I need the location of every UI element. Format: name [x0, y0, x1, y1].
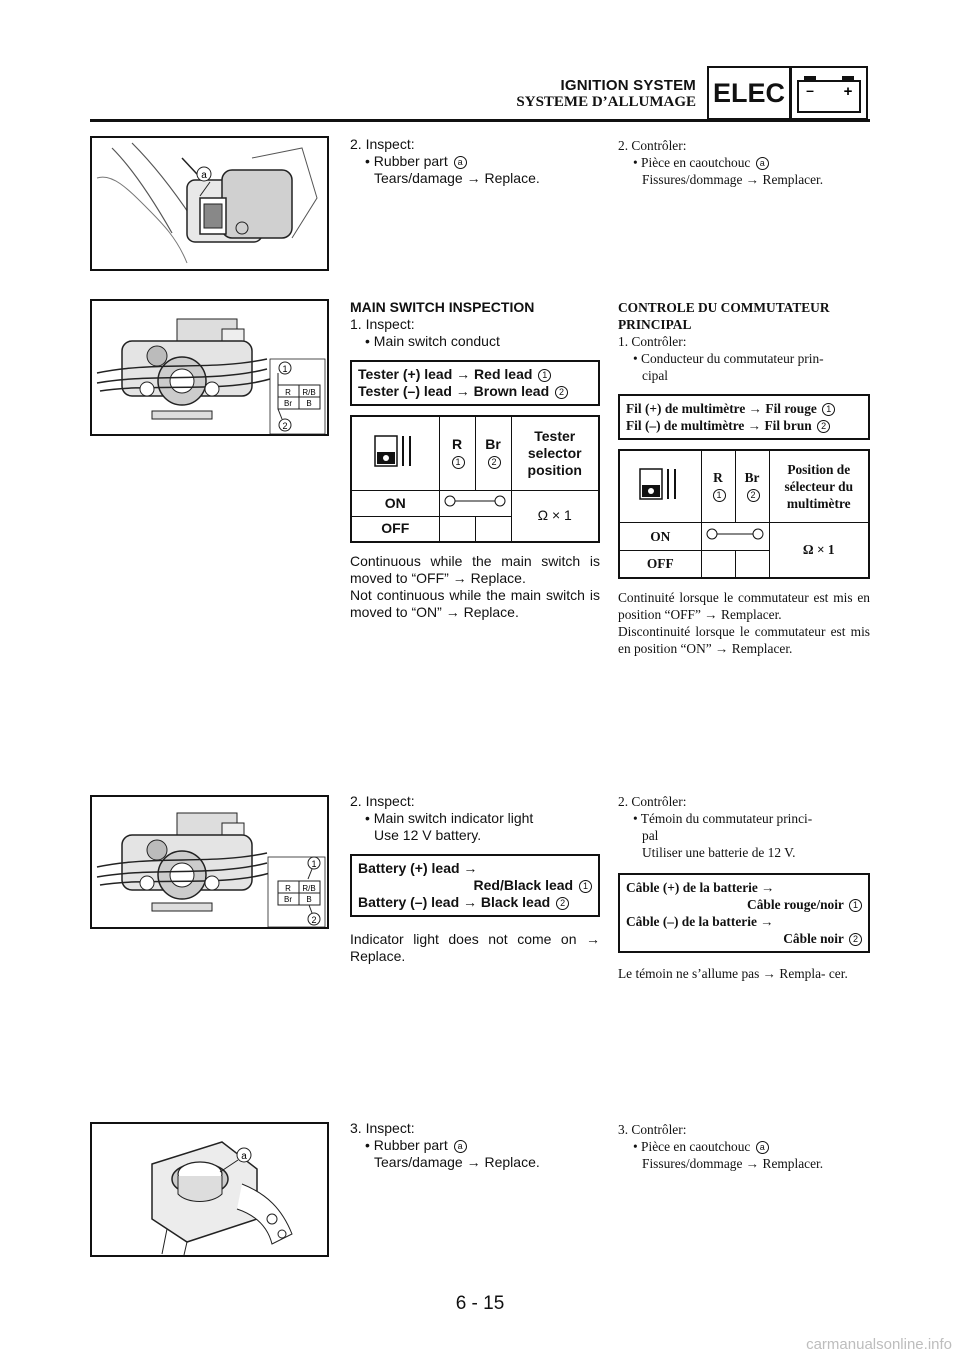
sec3-fr-b1b: [626, 896, 862, 913]
sec2-en-row-on-connection: [439, 490, 511, 516]
sec2-fr-heading1: CONTROLE DU COMMUTATEUR: [618, 300, 830, 315]
sec3-fr: [618, 793, 870, 982]
sec1-en-item: • Rubber part a: [350, 153, 600, 170]
sec2-en-row-off-r: [439, 516, 475, 542]
sec3-en-b1-ref: 1: [579, 880, 592, 893]
sec4-fr-item: • Pièce en caoutchouc a: [618, 1138, 870, 1155]
sec2-fr-lead2-text: Fil (–) de multimètre → Fil brun: [626, 418, 812, 433]
sec1-fr-item-text: Pièce en caoutchouc: [641, 155, 751, 170]
sec2-en-row-on: ON: [351, 490, 439, 516]
sec2-fr-row-off-br: [735, 550, 769, 578]
sec2-fr-continuity-table: [618, 449, 870, 579]
sec3-fr-battery-box: [618, 873, 870, 953]
sec2-fr-heading2: PRINCIPAL: [618, 317, 692, 332]
sec3-en-item: • Main switch indicator light: [365, 810, 534, 826]
sec2-en-col-position-l3: position: [527, 461, 582, 478]
sec3-en-sub: Use 12 V battery.: [374, 827, 482, 843]
sec4-en-item-text: Rubber part: [373, 1137, 448, 1153]
figure3-callout-2: 2: [311, 915, 317, 925]
sec4-fr-item-text: Pièce en caoutchouc: [641, 1139, 751, 1154]
figure2-terminal-rb: R/B: [302, 388, 316, 397]
sec2-fr-col-br: [735, 450, 769, 522]
sec2-fr-step: 1. Contrôler:: [618, 334, 687, 349]
sec2-en-tester-icon: [351, 416, 439, 490]
figure4-label-a: a: [241, 1151, 247, 1162]
sec2-fr-col-r-label: R: [713, 470, 723, 486]
sec2-en-col-r-label: R: [451, 436, 463, 453]
sec2-en-col-r-ref: 1: [452, 456, 465, 469]
sec2-en-note2: Not continuous while the main switch is moved to “ON” → Replace.: [350, 587, 600, 620]
sec2-en-lead2-ref: 2: [555, 386, 568, 399]
sec2-en-note1: Continuous while the main switch is moved to “OFF” → Replace.: [350, 553, 600, 586]
figure1-label-a: a: [201, 170, 207, 181]
elec-section-badge: ELEC: [707, 66, 791, 120]
sec4-fr: [618, 1121, 870, 1172]
sec3-fr-item-cont: pal: [642, 828, 659, 843]
sec2-en-col-position-l2: selector: [527, 444, 582, 461]
watermark: carmanualsonline.info: [806, 1336, 952, 1353]
sec3-en-item-text: Main switch indicator light: [373, 810, 534, 826]
sec2-en-lead-box: [350, 360, 600, 406]
figure2-terminal-br: Br: [284, 399, 292, 408]
sec3-en-battery-box: [350, 854, 600, 917]
sec3-en: [350, 793, 600, 965]
sec3-en-b2-ref: 2: [556, 897, 569, 910]
figure-rubber-cap: [90, 1122, 329, 1257]
figure-rubber-part-switch: [90, 136, 329, 271]
sec2-en-row-off: OFF: [351, 516, 439, 542]
sec4-en-result: Tears/damage → Replace.: [374, 1154, 540, 1170]
sec3-en-b2-text: Battery (–) lead → Black lead: [358, 894, 551, 910]
figure-main-switch-conduct: [90, 299, 329, 436]
sec3-en-note: Indicator light does not come on → Replace.: [350, 931, 600, 964]
sec3-fr-b1b-text: Câble rouge/noir: [747, 897, 844, 912]
sec2-fr-tester-icon: [619, 450, 701, 522]
sec2-en-item: • Main switch conduct: [365, 333, 500, 349]
sec3-fr-item: • Témoin du commutateur princi-: [633, 811, 813, 826]
sec2-fr-lead1-text: Fil (+) de multimètre → Fil rouge: [626, 401, 817, 416]
sec4-en-item-ref: a: [454, 1140, 467, 1153]
sec2-en-lead1: [358, 366, 592, 383]
sec2-en-col-position-l1: Tester: [534, 427, 576, 444]
sec4-en-step: 3. Inspect:: [350, 1120, 415, 1136]
sec2-fr-lead1-ref: 1: [822, 403, 835, 416]
sec2-en-col-br: [475, 416, 511, 490]
figure3-terminal-br: Br: [284, 895, 292, 904]
sec2-fr-row-off: OFF: [619, 550, 701, 578]
sec4-fr-step: 3. Contrôler:: [618, 1122, 687, 1137]
sec2-en-col-br-label: Br: [485, 436, 501, 453]
figure3-callout-1: 1: [311, 859, 317, 869]
sec2-en-col-r: [439, 416, 475, 490]
sec2-fr-col-br-ref: 2: [747, 489, 760, 502]
figure2-terminal-b: B: [306, 399, 312, 408]
battery-plus-sign: +: [843, 83, 853, 100]
header-title-en: IGNITION SYSTEM: [560, 77, 696, 94]
sec3-en-b1b: [358, 877, 592, 894]
figure3-terminal-r: R: [285, 884, 291, 893]
sec3-en-b1: Battery (+) lead →: [358, 860, 478, 876]
sec2-en-item-text: Main switch conduct: [373, 333, 500, 349]
sec2-en-heading: MAIN SWITCH INSPECTION: [350, 299, 535, 315]
sec1-en-step: 2. Inspect:: [350, 136, 415, 152]
sec3-fr-b1: Câble (+) de la batterie →: [626, 880, 775, 895]
sec2-en-lead1-ref: 1: [538, 369, 551, 382]
sec2-fr-item-text: Conducteur du commutateur prin-: [641, 351, 824, 366]
sec1-fr-result: Fissures/dommage → Remplacer.: [642, 172, 824, 187]
sec2-fr-row-on-connection: [701, 522, 769, 550]
sec2-en-col-br-ref: 2: [488, 456, 501, 469]
sec2-fr-row-on: ON: [619, 522, 701, 550]
figure3-terminal-rb: R/B: [302, 884, 316, 893]
sec2-en-lead2: [358, 383, 592, 400]
sec2-fr: [618, 299, 870, 657]
sec2-fr-lead2-ref: 2: [817, 420, 830, 433]
sec3-fr-item-text: Témoin du commutateur princi-: [640, 811, 813, 826]
sec2-fr-col-r: [701, 450, 735, 522]
sec2-fr-col-position-l2: sélecteur du: [784, 478, 854, 494]
sec2-en: [350, 299, 600, 621]
figure3-terminal-b: B: [306, 895, 312, 904]
battery-icon: [790, 66, 868, 120]
figure2-callout-2: 2: [282, 421, 288, 431]
sec2-fr-item: • Conducteur du commutateur prin-: [633, 351, 824, 366]
sec2-en-lead1-text: Tester (+) lead → Red lead: [358, 366, 533, 382]
sec1-en-result: Tears/damage → Replace.: [374, 170, 540, 186]
sec2-fr-col-position-l3: multimètre: [786, 495, 851, 511]
page-number: 6 - 15: [455, 1293, 505, 1314]
sec1-fr-item-ref: a: [756, 157, 769, 170]
sec3-en-b2: [358, 894, 592, 911]
figure-indicator-light: [90, 795, 329, 929]
sec2-fr-item-cont: cipal: [642, 368, 669, 383]
sec3-fr-b2b: [626, 930, 862, 947]
sec2-en-row-off-br: [475, 516, 511, 542]
sec1-fr-step: 2. Contrôler:: [618, 138, 687, 153]
sec2-fr-lead1: [626, 400, 862, 417]
sec1-en: [350, 136, 600, 187]
sec2-fr-col-position: [769, 450, 869, 522]
sec3-fr-b2b-text: Câble noir: [783, 931, 844, 946]
sec2-fr-lead-box: [618, 394, 870, 440]
sec2-fr-note2: Discontinuité lorsque le commutateur est mis en position “ON” → Remplacer.: [618, 624, 870, 656]
sec1-fr-item: • Pièce en caoutchouc a: [618, 154, 870, 171]
sec3-fr-note: Le témoin ne s’allume pas → Rempla- cer.: [618, 966, 848, 981]
sec4-en-item: • Rubber part a: [350, 1137, 600, 1154]
sec4-fr-result: Fissures/dommage → Remplacer.: [642, 1156, 824, 1171]
sec3-fr-b2: Câble (–) de la batterie →: [626, 914, 774, 929]
sec2-en-lead2-text: Tester (–) lead → Brown lead: [358, 383, 550, 399]
header-title-fr: SYSTEME D’ALLUMAGE: [516, 94, 696, 110]
sec2-fr-col-br-label: Br: [744, 470, 760, 486]
sec1-fr: [618, 137, 870, 188]
sec2-fr-row-off-r: [701, 550, 735, 578]
sec3-fr-b2-ref: 2: [849, 933, 862, 946]
sec4-fr-item-ref: a: [756, 1141, 769, 1154]
sec4-en: [350, 1120, 600, 1171]
sec1-en-item-ref: a: [454, 156, 467, 169]
sec3-en-step: 2. Inspect:: [350, 793, 415, 809]
figure2-terminal-r: R: [285, 388, 291, 397]
sec2-fr-col-r-ref: 1: [713, 489, 726, 502]
sec2-fr-lead2: [626, 417, 862, 434]
sec2-fr-range: Ω × 1: [769, 522, 869, 578]
sec2-en-col-position: [511, 416, 599, 490]
sec2-en-range: Ω × 1: [511, 490, 599, 542]
sec3-fr-b1-ref: 1: [849, 899, 862, 912]
sec3-fr-step: 2. Contrôler:: [618, 794, 687, 809]
sec2-fr-note1: Continuité lorsque le commutateur est mis en position “OFF” → Remplacer.: [618, 590, 870, 622]
sec2-en-continuity-table: [350, 415, 600, 543]
figure2-callout-1: 1: [282, 364, 288, 374]
sec3-fr-sub: Utiliser une batterie de 12 V.: [642, 845, 796, 860]
battery-minus-sign: –: [806, 82, 814, 98]
header-rule: [90, 119, 870, 122]
sec2-fr-col-position-l1: Position de: [787, 461, 851, 477]
sec3-en-b1b-text: Red/Black lead: [473, 877, 574, 893]
sec2-en-step: 1. Inspect:: [350, 316, 415, 332]
sec1-en-item-text: Rubber part: [373, 153, 448, 169]
